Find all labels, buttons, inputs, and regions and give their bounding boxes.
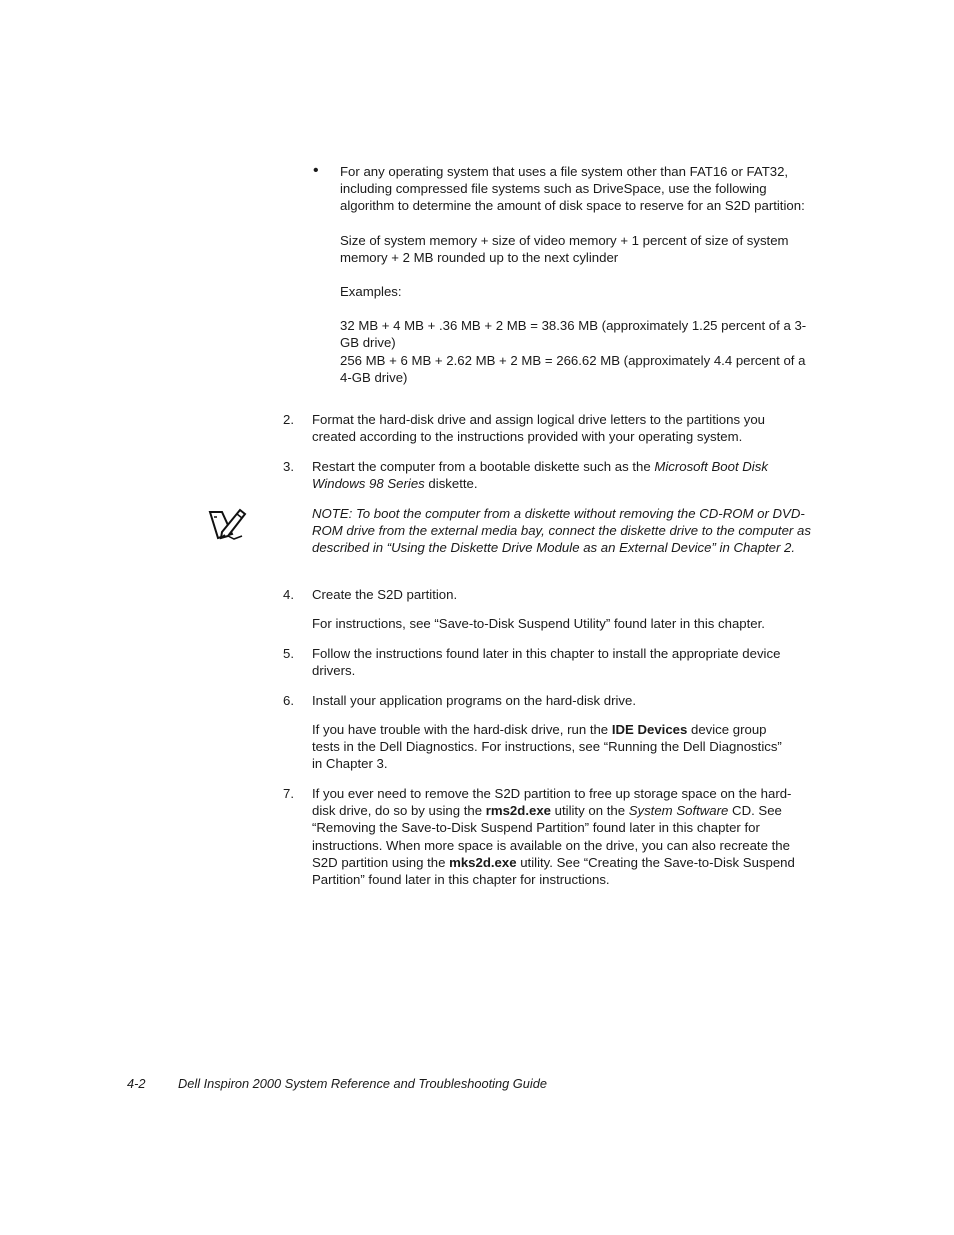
step-4-text: Create the S2D partition. (312, 587, 458, 602)
step-3-text (312, 458, 812, 492)
step-2-text: Format the hard-disk drive and assign logical drive letters to the partitions you created according to the instructions provided with your operating system. (312, 412, 765, 445)
step-3-number: 3. (283, 459, 294, 474)
book-title: Dell Inspiron 2000 System Reference and Troubleshooting Guide (178, 1076, 547, 1091)
step-4-number: 4. (283, 587, 294, 602)
step-3-pre: Restart the computer from a bootable diskette such as the (312, 459, 655, 474)
step-4-subtext: For instructions, see “Save-to-Disk Suspend Utility” found later in this chapter. (312, 616, 765, 631)
note-pencil-icon (208, 506, 248, 542)
step-6-sub-post: device group tests in the Dell Diagnostics. For instructions, see “Running the Dell Diagnostics” in Chapter 3. (312, 722, 782, 772)
step-6-sub-pre: If you have trouble with the hard-disk drive, run the (312, 722, 612, 737)
step-3-post: diskette. (424, 476, 478, 492)
step-6-text: Install your application programs on the hard-disk drive. (312, 693, 636, 708)
boot-disk-name: Microsoft Boot Disk Windows 98 Series (312, 459, 768, 492)
note-text: NOTE: To boot the computer from a diskette without removing the CD-ROM or DVD-ROM drive from the external media bay, connect the diskette drive to the computer as described in “Using the Diskette Drive Module as an External Device” in Chapter 2. (312, 506, 811, 556)
step-7-number: 7. (283, 786, 294, 801)
step-2-number: 2. (283, 412, 294, 427)
mks2d-filename: mks2d.exe (449, 854, 517, 870)
rms2d-filename: rms2d.exe (485, 803, 551, 819)
examples-label: Examples: (340, 284, 402, 300)
step-6-subtext (312, 721, 782, 773)
bullet-block (340, 163, 812, 386)
example-1: 32 MB + 4 MB + .36 MB + 2 MB = 38.36 MB (approximately 1.25 percent of a 3-GB drive) (340, 318, 807, 351)
formula: Size of system memory + size of video memory + 1 percent of size of system memory + 2 MB rounded up to the next cylinder (340, 232, 789, 265)
ide-devices-label: IDE Devices (611, 722, 688, 737)
step-7-part-1: If you ever need to remove the S2D partition to free up storage space on the hard-disk drive, do so by using the (312, 786, 792, 819)
bullet-marker: • (313, 162, 319, 179)
page-number: 4-2 (127, 1076, 146, 1091)
step-7-part-2: utility on the (550, 803, 629, 819)
step-7-text (312, 785, 812, 888)
step-5-text: Follow the instructions found later in this chapter to install the appropriate device drivers. (312, 646, 781, 679)
step-6-number: 6. (283, 693, 294, 708)
step-7-part-4: utility. See “Creating the Save-to-Disk Suspend Partition” found later in this chapter for instructions. (312, 854, 795, 888)
example-2: 256 MB + 6 MB + 2.62 MB + 2 MB = 266.62 MB (approximately 4.4 percent of a 4-GB drive) (340, 352, 806, 385)
bullet-intro: For any operating system that uses a file system other than FAT16 or FAT32, including compressed file systems such as DriveSpace, use the following algorithm to determine the amount of disk space to reserve for an S2D partition: (340, 164, 805, 214)
step-5-number: 5. (283, 646, 294, 661)
system-software-cd-name: System Software (628, 803, 729, 819)
step-7-part-3: CD. See “Removing the Save-to-Disk Suspend Partition” found later in this chapter for instructions. When more space is available on the drive, you can also recreate the S2D partition using the (312, 803, 790, 870)
